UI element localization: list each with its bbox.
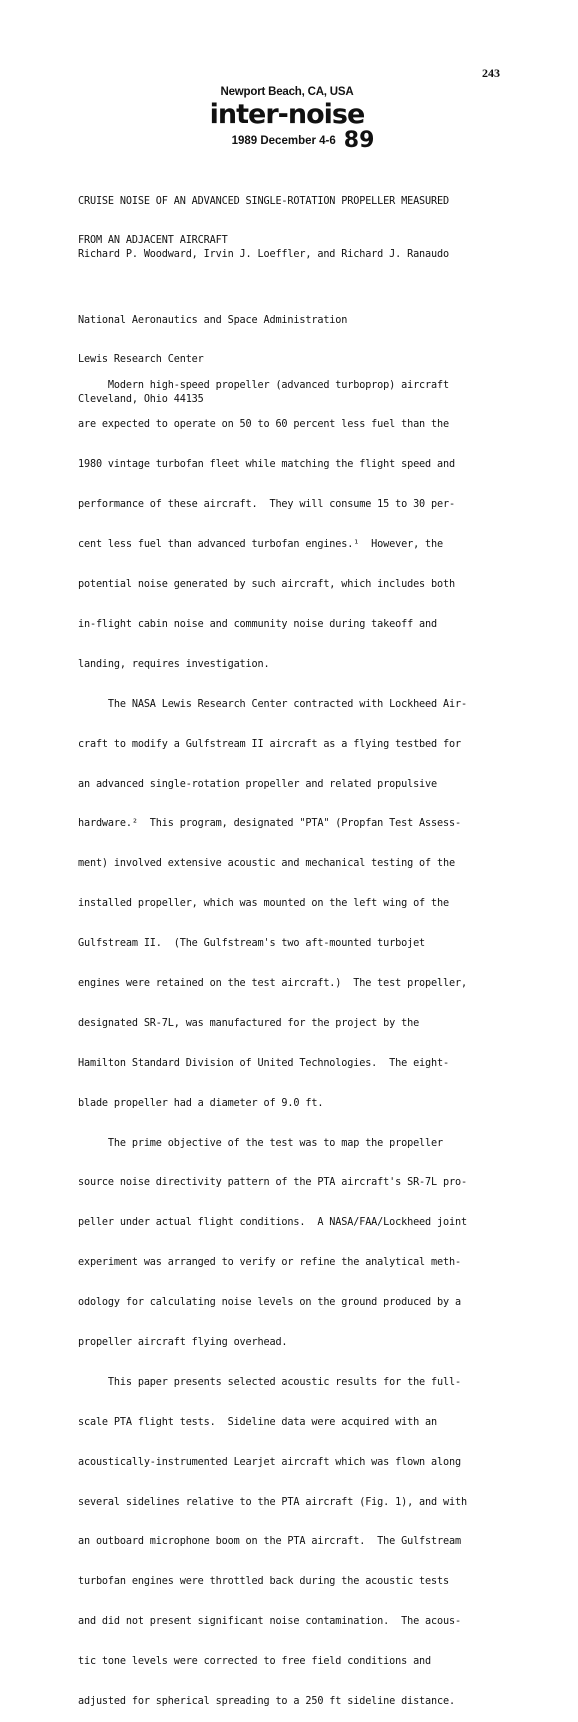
conference-logo: inter-noise	[209, 99, 365, 130]
body-line: Gulfstream II. (The Gulfstream's two aft-mounted turbojet	[78, 938, 426, 950]
body-line: The prime objective of the test was to map the propeller	[78, 1137, 443, 1149]
conference-header	[0, 86, 578, 152]
body-line: performance of these aircraft. They will consume 15 to 30 per-	[78, 499, 455, 511]
body-line: in-flight cabin noise and community noise during takeoff and	[78, 618, 438, 630]
body-line: designated SR-7L, was manufactured for the project by the	[78, 1017, 420, 1029]
affiliation-line: Lewis Research Center	[78, 354, 204, 366]
body-line: This paper presents selected acoustic results for the full-	[78, 1376, 461, 1388]
conference-date-row	[28, 130, 578, 152]
body-line: ment) involved extensive acoustic and mechanical testing of the	[78, 858, 455, 870]
body-line: propeller aircraft flying overhead.	[78, 1336, 288, 1348]
body-line: several sidelines relative to the PTA aircraft (Fig. 1), and with	[78, 1496, 467, 1508]
body-line: craft to modify a Gulfstream II aircraft as a flying testbed for	[78, 738, 461, 750]
body-line: 1980 vintage turbofan fleet while matching the flight speed and	[78, 459, 455, 471]
body-line: blade propeller had a diameter of 9.0 ft.	[78, 1097, 324, 1109]
body-text	[78, 352, 467, 1722]
affiliation-line: Cleveland, Ohio 44135	[78, 394, 204, 406]
body-line: turbofan engines were throttled back during the acoustic tests	[78, 1576, 449, 1588]
authors: Richard P. Woodward, Irvin J. Loeffler, and Richard J. Ranaudo	[78, 249, 449, 260]
body-line: acoustically-instrumented Learjet aircraft which was flown along	[78, 1456, 461, 1468]
body-line: engines were retained on the test aircraft.) The test propeller,	[78, 977, 467, 989]
body-line: The NASA Lewis Research Center contracted with Lockheed Air-	[78, 698, 467, 710]
body-line: peller under actual flight conditions. A NASA/FAA/Lockheed joint	[78, 1217, 467, 1229]
body-line: Modern high-speed propeller (advanced turboprop) aircraft	[78, 379, 449, 391]
body-line: installed propeller, which was mounted on the left wing of the	[78, 898, 449, 910]
title-line: FROM AN ADJACENT AIRCRAFT	[78, 235, 228, 247]
body-line: and did not present significant noise contamination. The acous-	[78, 1616, 461, 1628]
body-line: tic tone levels were corrected to free field conditions and	[78, 1656, 432, 1668]
conference-place: Newport Beach, CA, USA	[220, 86, 354, 98]
body-line: experiment was arranged to verify or refine the analytical meth-	[78, 1257, 461, 1269]
body-line: potential noise generated by such aircraft, which includes both	[78, 579, 455, 591]
title-line: CRUISE NOISE OF AN ADVANCED SINGLE-ROTATION PROPELLER MEASURED	[78, 195, 449, 207]
conference-date: 1989 December 4-6	[231, 135, 336, 147]
body-line: cent less fuel than advanced turbofan engines.¹ However, the	[78, 539, 443, 551]
body-line: landing, requires investigation.	[78, 658, 270, 670]
conference-year: 89	[343, 128, 375, 153]
page-number: 243	[482, 66, 500, 80]
body-line: adjusted for spherical spreading to a 250 ft sideline distance.	[78, 1695, 455, 1707]
affiliation-line: National Aeronautics and Space Administration	[78, 314, 348, 326]
body-line: odology for calculating noise levels on the ground produced by a	[78, 1297, 461, 1309]
body-line: Hamilton Standard Division of United Technologies. The eight-	[78, 1057, 449, 1069]
body-line: are expected to operate on 50 to 60 percent less fuel than the	[78, 419, 449, 431]
body-line: hardware.² This program, designated "PTA" (Propfan Test Assess-	[78, 818, 461, 830]
body-line: source noise directivity pattern of the PTA aircraft's SR-7L pro-	[78, 1177, 467, 1189]
body-line: scale PTA flight tests. Sideline data were acquired with an	[78, 1416, 438, 1428]
body-line: an outboard microphone boom on the PTA aircraft. The Gulfstream	[78, 1536, 461, 1548]
body-line: an advanced single-rotation propeller and related propulsive	[78, 778, 438, 790]
